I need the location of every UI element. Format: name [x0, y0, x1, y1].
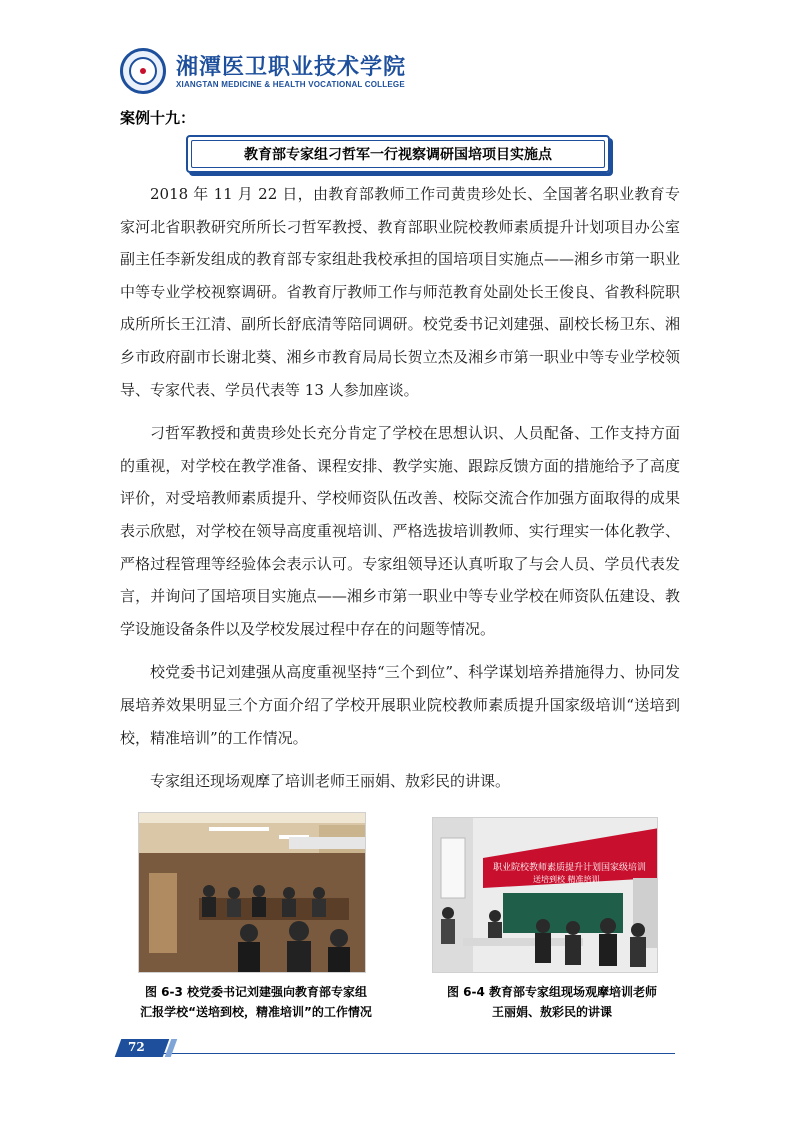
paragraph: 专家组还现场观摩了培训老师王丽娟、敖彩民的讲课。: [150, 772, 511, 791]
school-logo-icon: [120, 48, 166, 94]
footer-rule: [120, 1053, 675, 1054]
caption-line: 图 6-4 教育部专家组现场观摩培训老师: [446, 985, 658, 999]
paragraph: 2018 年 11 月 22 日，由教育部教师工作司黄贵珍处长、全国著名职业教育专家河北省职教研究所所长刁哲军教授、教育部职业院校教师素质提升计划项目办公室副主任李新发组成的教育部专家组赴我校承担的国培项目实施点——湘乡市第一职业中等专业学校视察调研。省教育厅教师工作与师范教育处副处长王俊良、省教科院职成所所长王江清、副所长舒底清等陪同调研。校党委书记刘建强、副校长杨卫东、湘乡市政府副市长谢北葵、湘乡市教育局局长贺立杰及湘乡市第一职业中等专业学校领导、专家代表、学员代表等 13 人参加座谈。: [120, 185, 680, 399]
school-name-en: XIANGTAN MEDICINE & HEALTH VOCATIONAL COLLEGE: [176, 80, 405, 89]
figure-caption-6-4: [420, 982, 684, 1022]
figure-caption-6-3: [112, 982, 400, 1022]
title-box: [186, 135, 610, 173]
paragraph: 校党委书记刘建强从高度重视坚持“三个到位”、科学谋划培养措施得力、协同发展培养效果明显三个方面介绍了学校开展职业院校教师素质提升国家级培训“送培到校，精准培训”的工作情况。: [120, 663, 680, 747]
article-body: [120, 178, 680, 809]
banner-subtext: 送培到校 精准培训: [533, 875, 600, 884]
page-number: 72: [128, 1040, 145, 1054]
school-name-cn: 湘潭医卫职业技术学院: [176, 54, 407, 80]
article-title: 教育部专家组刁哲军一行视察调研国培项目实施点: [244, 147, 552, 163]
meeting-photo: [138, 812, 366, 973]
caption-line: 汇报学校“送培到校，精准培训”的工作情况: [140, 1005, 372, 1019]
caption-line: 图 6-3 校党委书记刘建强向教育部专家组: [144, 985, 368, 999]
classroom-photo: [432, 817, 658, 973]
paragraph: 刁哲军教授和黄贵珍处长充分肯定了学校在思想认识、人员配备、工作支持方面的重视，对学校在教学准备、课程安排、教学实施、跟踪反馈方面的措施给予了高度评价，对受培教师素质提升、学校师资队伍改善、校际交流合作加强方面取得的成果表示欣慰，对学校在领导高度重视培训、严格选拔培训教师、实行理实一体化教学、严格过程管理等经验体会表示认可。专家组领导还认真听取了与会人员、学员代表发言，并询问了国培项目实施点——湘乡市第一职业中等专业学校在师资队伍建设、教学设施设备条件以及学校发展过程中存在的问题等情况。: [120, 424, 680, 638]
banner-text: 职业院校教师素质提升计划国家级培训: [493, 863, 647, 873]
caption-line: 王丽娟、敖彩民的讲课: [491, 1005, 612, 1019]
header: [120, 48, 420, 98]
case-label: 案例十九：: [120, 109, 196, 127]
